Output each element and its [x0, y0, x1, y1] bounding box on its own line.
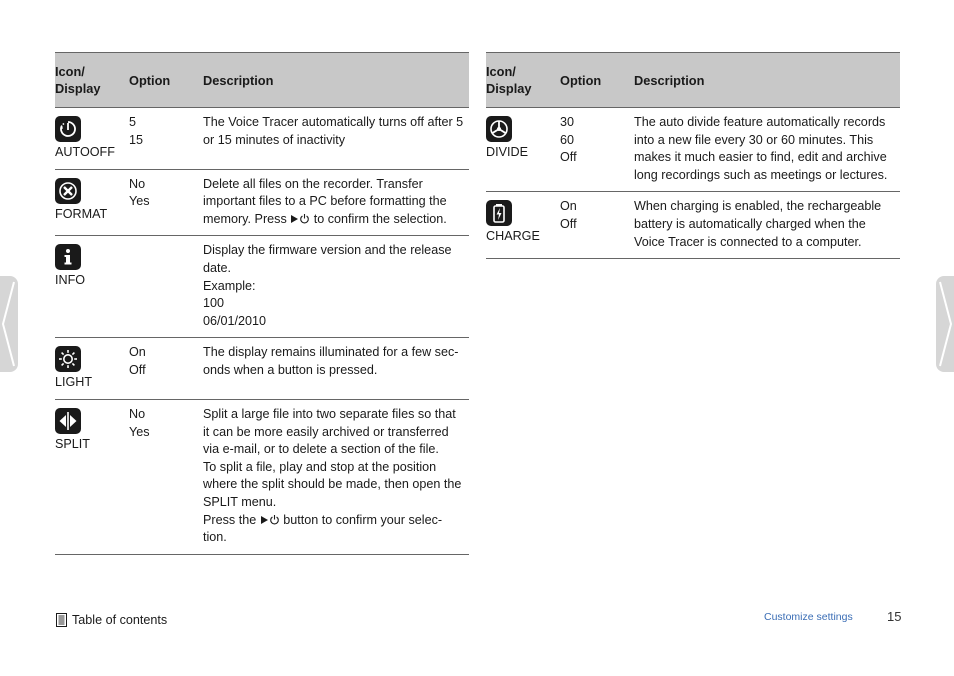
table-row: [55, 108, 469, 170]
description-text: Delete all files on the recorder. Transfer important files to a PC before formatting the memory. Press: [203, 176, 447, 226]
option-cell: [129, 236, 203, 338]
option-value: On: [560, 199, 577, 214]
settings-table-left: [55, 52, 469, 555]
section-link[interactable]: Customize settings: [764, 611, 853, 623]
icon-label: AUTOOFF: [55, 145, 115, 159]
description-cell: [634, 108, 900, 192]
icon-label: CHARGE: [486, 229, 540, 244]
info-icon: [55, 244, 81, 270]
option-value: Off: [560, 150, 577, 165]
icon-cell: [55, 236, 129, 338]
document-icon: [56, 613, 67, 627]
power-icon: [269, 514, 280, 525]
next-page-tab[interactable]: [936, 276, 954, 372]
option-cell: [129, 338, 203, 400]
table-row: [55, 236, 469, 338]
option-value: Yes: [129, 424, 150, 439]
option-value: Off: [129, 362, 146, 377]
table-row: [486, 192, 900, 259]
icon-cell: [55, 399, 129, 554]
description-text: The Voice Tracer automatically turns off after 5 or 15 minutes of inactivity: [203, 115, 464, 147]
settings-table-right: [486, 52, 900, 259]
description-cell: [203, 108, 469, 170]
icon-cell: [55, 169, 129, 236]
icon-label: INFO: [55, 273, 86, 288]
table-row: [55, 399, 469, 554]
option-value: 60: [560, 132, 575, 147]
table-of-contents-link[interactable]: [56, 613, 167, 627]
description-text: The auto divide feature automatically records into a new file every 30 or 60 minutes. This makes it much easier to find, edit and archive long recordings such as meetings or lectures.: [634, 115, 888, 182]
icon-label: DIVIDE: [486, 145, 528, 159]
option-cell: [129, 108, 203, 170]
table-row: [55, 169, 469, 236]
option-value: Yes: [129, 194, 150, 209]
chevron-left-icon: [0, 276, 18, 372]
option-value: On: [129, 345, 146, 360]
description-text: When charging is enabled, the rechargeable battery is automatically charged when the Voice Tracer is connected to a computer.: [634, 199, 882, 249]
description-text: button to confirm your selec-tion.: [203, 512, 443, 545]
option-value: 30: [560, 115, 575, 129]
toc-label: Table of contents: [72, 613, 168, 627]
description-cell: [203, 169, 469, 236]
icon-cell: [55, 338, 129, 400]
split-icon: [55, 408, 81, 434]
table-header-row: [55, 53, 469, 108]
divide-icon: [486, 116, 512, 142]
icon-label: SPLIT: [55, 436, 90, 451]
option-cell: [560, 108, 634, 192]
description-text: The display remains illuminated for a few sec-onds when a button is pressed.: [203, 345, 459, 377]
previous-page-tab[interactable]: [0, 276, 18, 372]
battery-charge-icon: [486, 200, 512, 226]
autooff-icon: [55, 116, 81, 142]
description-text: to confirm the selection.: [313, 211, 447, 226]
description-text: Example:: [203, 278, 256, 293]
header-option: Option: [129, 53, 203, 108]
option-value: No: [129, 406, 146, 421]
table-row: [55, 338, 469, 400]
description-text: Display the firmware version and the release date.: [203, 243, 452, 275]
icon-label: LIGHT: [55, 375, 93, 390]
header-option: Option: [560, 53, 634, 108]
description-text: [203, 512, 465, 547]
table-row: [486, 108, 900, 192]
description-cell: [634, 192, 900, 259]
description-text: Split a large file into two separate files so that it can be more easily archived or transferred via e-mail, or to delete a section of the file.: [203, 406, 456, 457]
play-icon: [290, 214, 299, 224]
release-date: 06/01/2010: [203, 313, 267, 328]
light-icon: [55, 346, 81, 372]
description-cell: [203, 338, 469, 400]
option-value: Off: [560, 216, 577, 231]
power-icon: [299, 213, 310, 224]
header-icon-display: Icon/ Display: [55, 53, 129, 108]
icon-cell: [55, 108, 129, 170]
firmware-version: 100: [203, 296, 225, 311]
option-value: 15: [129, 132, 144, 147]
description-text: Press the: [203, 512, 257, 527]
page-number: 15: [887, 609, 902, 624]
play-icon: [260, 515, 269, 525]
format-icon: [55, 178, 81, 204]
description-text: To split a file, play and stop at the position where the split should be made, then open the SPLIT menu.: [203, 459, 462, 509]
header-description: Description: [634, 53, 900, 108]
icon-cell: [486, 108, 560, 192]
icon-label: FORMAT: [55, 206, 108, 221]
option-cell: [129, 399, 203, 554]
option-cell: [129, 169, 203, 236]
chevron-right-icon: [936, 276, 954, 372]
header-icon-display: Icon/ Display: [486, 53, 560, 108]
option-value: 5: [129, 115, 137, 129]
option-value: No: [129, 176, 146, 191]
icon-cell: [486, 192, 560, 259]
header-description: Description: [203, 53, 469, 108]
description-cell: [203, 399, 469, 554]
description-cell: [203, 236, 469, 338]
option-cell: [560, 192, 634, 259]
table-header-row: [486, 53, 900, 108]
